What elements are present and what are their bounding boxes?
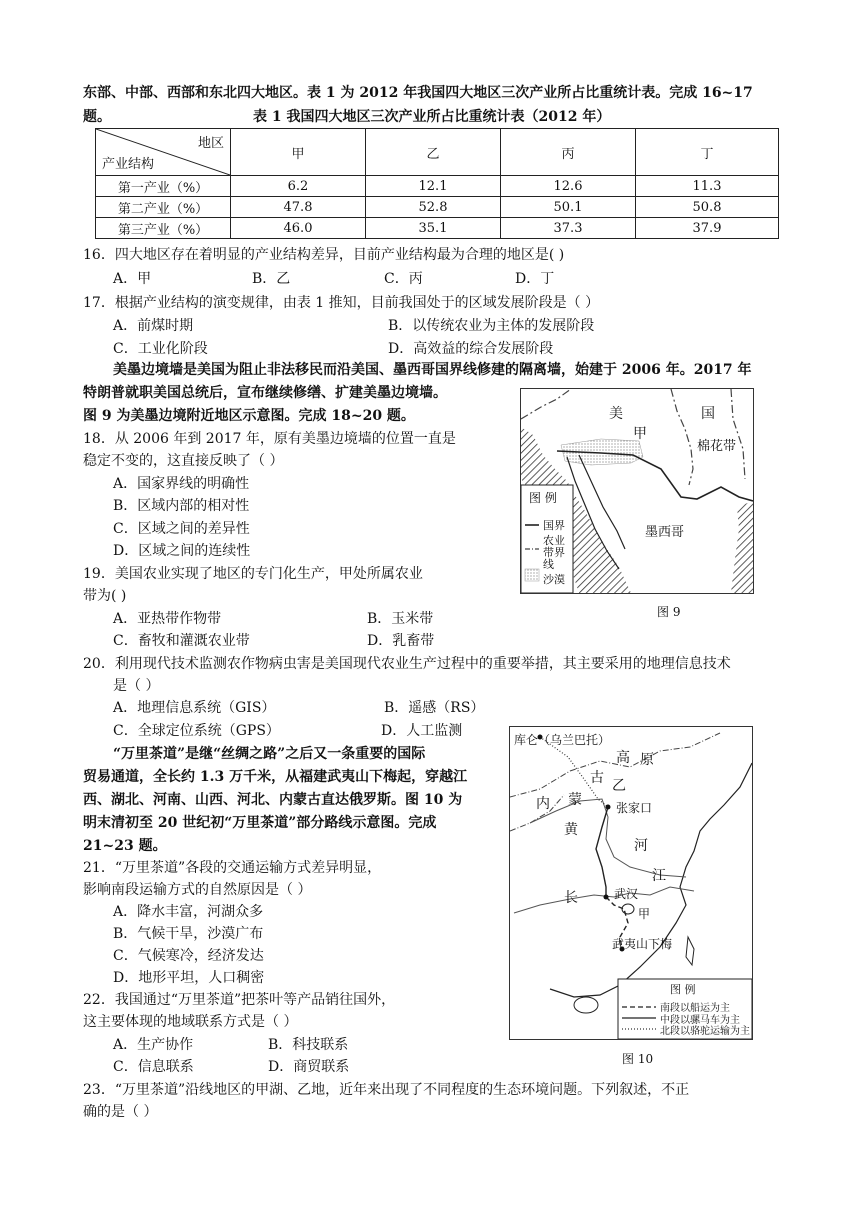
- q18-stem-2: 稳定不变的，这直接反映了（ ）: [83, 453, 284, 469]
- q20-stem-2: 是（ ）: [113, 678, 160, 694]
- q17-stem: 17．根据产业结构的演变规律，由表 1 推知，目前我国处于的区域发展阶段是（ ）: [83, 295, 600, 311]
- table-cell: 11.3: [636, 176, 779, 197]
- zhangjiakou-dot: [606, 805, 611, 810]
- q20-option-a[interactable]: A．地理信息系统（GIS）: [113, 700, 276, 716]
- passage2-line-3: 图 9 为美墨边境附近地区示意图。完成 18~20 题。: [83, 408, 415, 424]
- q21-option-b[interactable]: B．气候干旱，沙漠广布: [113, 926, 264, 942]
- industry-structure-table: [95, 128, 779, 239]
- label-meng: 蒙: [568, 792, 582, 808]
- passage3-line-5: 21~23 题。: [83, 838, 167, 854]
- q16-stem: 16．四大地区存在着明显的产业结构差异，目前产业结构最为合理的地区是( ): [83, 247, 565, 263]
- table-cell: 35.1: [366, 218, 501, 239]
- q23-stem-1: 23．“万里茶道”沿线地区的甲湖、乙地，近年来出现了不同程度的生态环境问题。下列叙述，不正: [83, 1082, 690, 1098]
- q22-option-c[interactable]: C．信息联系: [113, 1059, 194, 1075]
- q21-option-c[interactable]: C．气候寒冷，经济发达: [113, 948, 264, 964]
- passage2-line-2: 特朗普就职美国总统后，宣布继续修缮、扩建美墨边境墙。: [83, 385, 447, 401]
- q19-option-b[interactable]: B．玉米带: [367, 611, 434, 627]
- agri-boundary: [671, 389, 693, 485]
- q19-option-d[interactable]: D．乳畜带: [367, 633, 435, 649]
- table-cell: 12.1: [366, 176, 501, 197]
- label-zhangjiakou: 张家口: [616, 801, 653, 815]
- wuhan-dot: [604, 895, 609, 900]
- q17-option-a[interactable]: A．前煤时期: [113, 318, 194, 334]
- table-cell: 46.0: [231, 218, 366, 239]
- label-he: 河: [634, 838, 648, 854]
- label-guo: 国: [701, 406, 715, 422]
- gulf-of-mexico: [731, 501, 753, 593]
- label-cotton-belt: 棉花带: [697, 439, 737, 454]
- table-cell: 47.8: [231, 197, 366, 218]
- column-header: 甲: [231, 129, 366, 176]
- q17-option-c[interactable]: C．工业化阶段: [113, 341, 208, 357]
- table-cell: 52.8: [366, 197, 501, 218]
- passage3-line-3: 西、湖北、河南、山西、河北、内蒙古直达俄罗斯。图 10 为: [83, 792, 463, 808]
- table-row: [96, 218, 779, 239]
- label-mexico: 墨西哥: [645, 525, 685, 540]
- corner-bottom-label: 产业结构: [102, 157, 155, 172]
- table-cell: 12.6: [501, 176, 636, 197]
- figure-9-map: [520, 388, 754, 594]
- table-row: [96, 176, 779, 197]
- label-nei: 内: [536, 796, 550, 812]
- q22-stem-1: 22．我国通过“万里茶道”把茶叶等产品销往国外，: [83, 992, 396, 1008]
- q22-option-d[interactable]: D．商贸联系: [268, 1059, 350, 1075]
- q16-option-d[interactable]: D．丁: [515, 271, 555, 287]
- legend-title: 图 例: [529, 491, 557, 505]
- legend-title: 图 例: [670, 983, 696, 996]
- lake-jia: [622, 904, 634, 914]
- passage3-line-2: 贸易通道，全长约 1.3 万千米，从福建武夷山下梅起，穿越江: [83, 769, 468, 785]
- passage2-line-1: 美墨边境墙是美国为阻止非法移民而沿美国、墨西哥国界线修建的隔离墙，始建于 2006 年。2017 年: [113, 362, 752, 378]
- legend-label-agri: 农业带界线: [543, 534, 565, 571]
- passage3-line-4: 明末清初至 20 世纪初“万里茶道”部分路线示意图。完成: [83, 815, 437, 831]
- q20-stem-1: 20．利用现代技术监测农作物病虫害是美国现代农业生产过程中的重要举措，其主要采用的地理信息技术: [83, 656, 731, 672]
- q18-stem-1: 18．从 2006 年到 2017 年，原有美墨边境墙的位置一直是: [83, 431, 456, 447]
- figure-10-map: [509, 726, 753, 1040]
- table-title: 表 1 我国四大地区三次产业所占比重统计表（2012 年）: [253, 109, 611, 125]
- q21-option-a[interactable]: A．降水丰富，河湖众多: [113, 904, 264, 920]
- corner-top-label: 地区: [197, 136, 224, 151]
- label-kulun: 库仑（乌兰巴托）: [514, 733, 611, 747]
- q18-option-a[interactable]: A．国家界线的明确性: [113, 476, 250, 492]
- q22-option-b[interactable]: B．科技联系: [268, 1037, 349, 1053]
- label-chang: 长: [564, 890, 578, 906]
- q18-option-c[interactable]: C．区域之间的差异性: [113, 521, 250, 537]
- intro-line-1: 东部、中部、西部和东北四大地区。表 1 为 2012 年我国四大地区三次产业所占比重统计表。完成 16~17: [83, 85, 753, 101]
- label-mei: 美: [609, 406, 623, 422]
- legend-label-middle: 中段以骡马车为主: [660, 1015, 740, 1026]
- column-header: 丁: [636, 129, 779, 176]
- q17-option-b[interactable]: B．以传统农业为主体的发展阶段: [388, 318, 595, 334]
- q19-stem-2: 带为( ): [83, 588, 127, 604]
- q21-stem-1: 21．“万里茶道”各段的交通运输方式差异明显，: [83, 860, 382, 876]
- middle-route: [596, 807, 608, 897]
- q16-option-a[interactable]: A．甲: [113, 271, 152, 287]
- q19-option-c[interactable]: C．畜牧和灌溉农业带: [113, 633, 250, 649]
- figure-9-caption: 图 9: [657, 605, 681, 619]
- label-gao: 高: [616, 750, 630, 766]
- label-jiang: 江: [652, 868, 666, 884]
- agri-boundary: [731, 389, 745, 479]
- hainan-island: [574, 997, 598, 1013]
- q20-option-d[interactable]: D．人工监测: [381, 723, 463, 739]
- table-cell: 50.1: [501, 197, 636, 218]
- label-wuhan: 武汉: [614, 887, 639, 901]
- table-corner-cell: [96, 129, 231, 176]
- tea-road-map: [510, 727, 752, 1039]
- label-huang: 黄: [564, 822, 578, 838]
- row-label: 第三产业（%）: [96, 218, 231, 239]
- yangtze-river: [514, 887, 694, 913]
- q21-option-d[interactable]: D．地形平坦，人口稠密: [113, 970, 265, 986]
- taiwan-island: [686, 937, 694, 965]
- passage3-line-1: “万里茶道”是继“丝绸之路”之后又一条重要的国际: [113, 746, 426, 762]
- label-yi: 乙: [612, 778, 626, 794]
- label-gu: 古: [590, 770, 604, 786]
- q16-option-c[interactable]: C．丙: [384, 271, 423, 287]
- column-header: 丙: [501, 129, 636, 176]
- label-jia: 甲: [633, 426, 647, 442]
- column-header: 乙: [366, 129, 501, 176]
- q21-stem-2: 影响南段运输方式的自然原因是（ ）: [83, 882, 312, 898]
- q22-stem-2: 这主要体现的地域联系方式是（ ）: [83, 1014, 298, 1030]
- q22-option-a[interactable]: A．生产协作: [113, 1037, 194, 1053]
- legend-label-north: 北段以骆驼运输为主: [660, 1026, 750, 1037]
- legend-desert-swatch: [525, 569, 539, 581]
- q23-stem-2: 确的是（ ）: [83, 1104, 158, 1120]
- q17-option-d[interactable]: D．高效益的综合发展阶段: [388, 341, 554, 357]
- table-cell: 50.8: [636, 197, 779, 218]
- q19-option-a[interactable]: A．亚热带作物带: [113, 611, 222, 627]
- legend-label-border: 国界: [543, 519, 565, 532]
- table-cell: 37.3: [501, 218, 636, 239]
- q20-option-b[interactable]: B．遥感（RS）: [384, 700, 485, 716]
- q18-option-d[interactable]: D．区域之间的连续性: [113, 543, 251, 559]
- table-header-row: [96, 129, 779, 176]
- q18-option-b[interactable]: B．区域内部的相对性: [113, 498, 250, 514]
- table-cell: 37.9: [636, 218, 779, 239]
- table-cell: 6.2: [231, 176, 366, 197]
- agri-boundary: [521, 389, 571, 419]
- legend-label-south: 南段以船运为主: [660, 1003, 730, 1014]
- row-label: 第二产业（%）: [96, 197, 231, 218]
- label-jia: 甲: [638, 907, 651, 921]
- intro-line-2: 题。: [83, 109, 111, 125]
- label-wuyi: 武夷山下梅: [612, 937, 673, 951]
- q20-option-c[interactable]: C．全球定位系统（GPS）: [113, 723, 280, 739]
- label-yuan: 原: [640, 752, 654, 768]
- figure-10-caption: 图 10: [622, 1052, 654, 1066]
- table-row: [96, 197, 779, 218]
- q19-stem-1: 19．美国农业实现了地区的专门化生产，甲处所属农业: [83, 566, 423, 582]
- q16-option-b[interactable]: B．乙: [252, 271, 291, 287]
- legend-label-desert: 沙漠: [543, 573, 565, 586]
- row-label: 第一产业（%）: [96, 176, 231, 197]
